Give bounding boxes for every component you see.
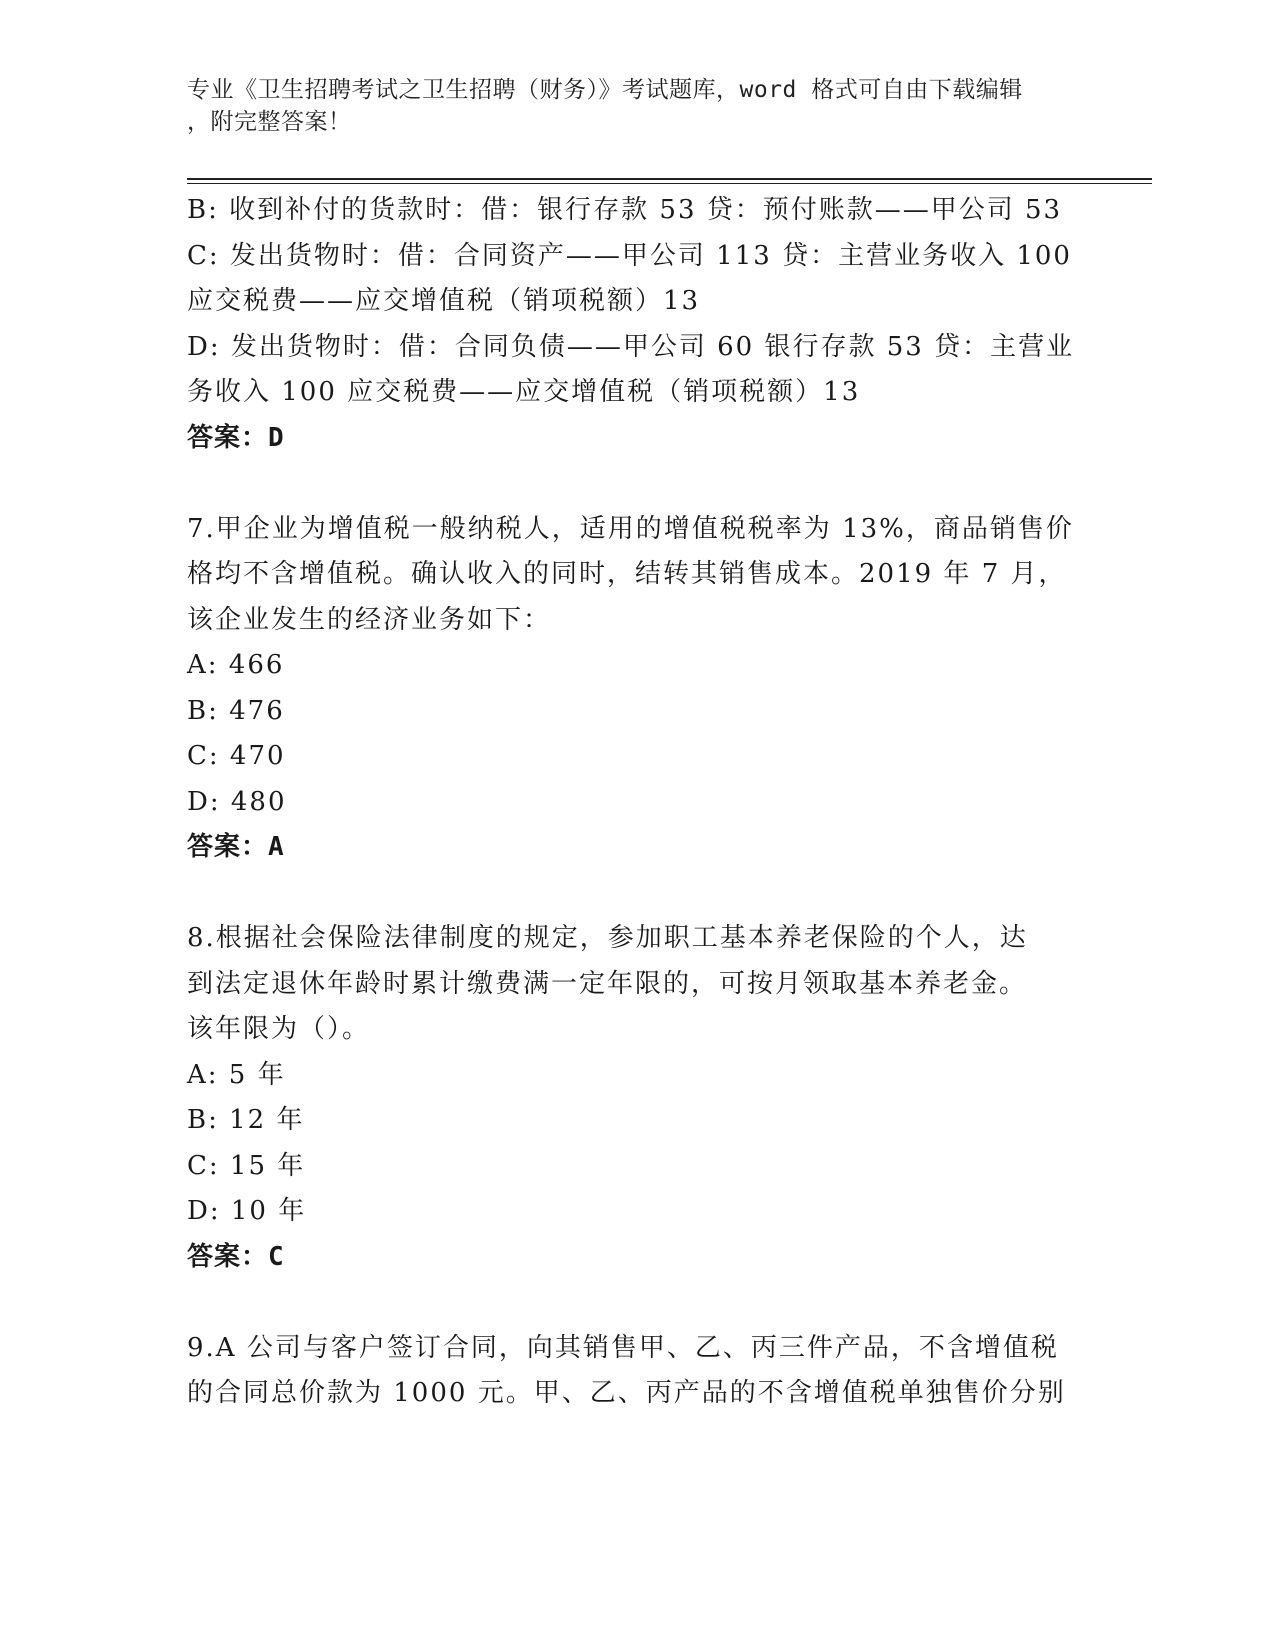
question-7 <box>187 507 1087 871</box>
q7-stem-line-2: 格均不含增值税。确认收入的同时，结转其销售成本。2019 年 7 月， <box>187 559 1067 589</box>
q7-option-d: D: 480 <box>187 786 287 817</box>
q8-answer: 答案：C <box>187 1241 285 1272</box>
header-divider-thick <box>187 178 1152 180</box>
q8-stem-line-3: 该年限为（）。 <box>187 1014 371 1044</box>
q8-option-b: B: 12 年 <box>187 1105 305 1135</box>
spacer <box>187 461 1087 507</box>
q8-stem-line-1: 8.根据社会保险法律制度的规定，参加职工基本养老保险的个人，达 <box>187 923 1028 953</box>
q8-option-c: C: 15 年 <box>187 1150 306 1181</box>
q7-option-a: A: 466 <box>187 650 285 680</box>
q8-option-d: D: 10 年 <box>187 1196 307 1226</box>
question-6 <box>187 188 1087 461</box>
q9-stem-line-1: 9.A 公司与客户签订合同，向其销售甲、乙、丙三件产品，不含增值税 <box>187 1332 1059 1363</box>
header-line-2: ，附完整答案！ <box>187 109 352 135</box>
q7-option-c: C: 470 <box>187 741 286 771</box>
q9-stem-line-2: 的合同总价款为 1000 元。甲、乙、丙产品的不含增值税单独售价分别 <box>187 1378 1066 1408</box>
spacer <box>187 871 1087 917</box>
q7-stem-line-1: 7.甲企业为增值税一般纳税人，适用的增值税税率为 13%，商品销售价 <box>187 513 1074 544</box>
question-9 <box>187 1326 1087 1417</box>
question-8 <box>187 916 1087 1280</box>
q6-option-b: B: 收到补付的货款时：借：银行存款 53 贷：预付账款——甲公司 53 <box>187 195 1063 225</box>
document-header <box>187 74 1087 138</box>
header-line-1: 专业《卫生招聘考试之卫生招聘（财务）》考试题库，word 格式可自由下载编辑 <box>187 77 1023 103</box>
q6-answer: 答案：D <box>187 422 285 453</box>
q6-option-d-line-1: D: 发出货物时：借：合同负债——甲公司 60 银行存款 53 贷：主营业 <box>187 331 1075 362</box>
q7-answer: 答案：A <box>187 832 285 862</box>
q8-stem-line-2: 到法定退休年龄时累计缴费满一定年限的，可按月领取基本养老金。 <box>187 968 1028 999</box>
question-list <box>187 188 1087 1417</box>
q7-stem-line-3: 该企业发生的经济业务如下： <box>187 604 552 635</box>
header-divider-thin <box>187 183 1152 184</box>
q6-option-d-line-2: 务收入 100 应交税费——应交增值税（销项税额）13 <box>187 377 861 407</box>
q6-option-c-line-1: C: 发出货物时：借：合同资产——甲公司 113 贷：主营业务收入 100 <box>187 240 1072 271</box>
spacer <box>187 1280 1087 1326</box>
q7-option-b: B: 476 <box>187 695 285 726</box>
q8-option-a: A: 5 年 <box>187 1059 286 1090</box>
q6-option-c-line-2: 应交税费——应交增值税（销项税额）13 <box>187 286 701 316</box>
